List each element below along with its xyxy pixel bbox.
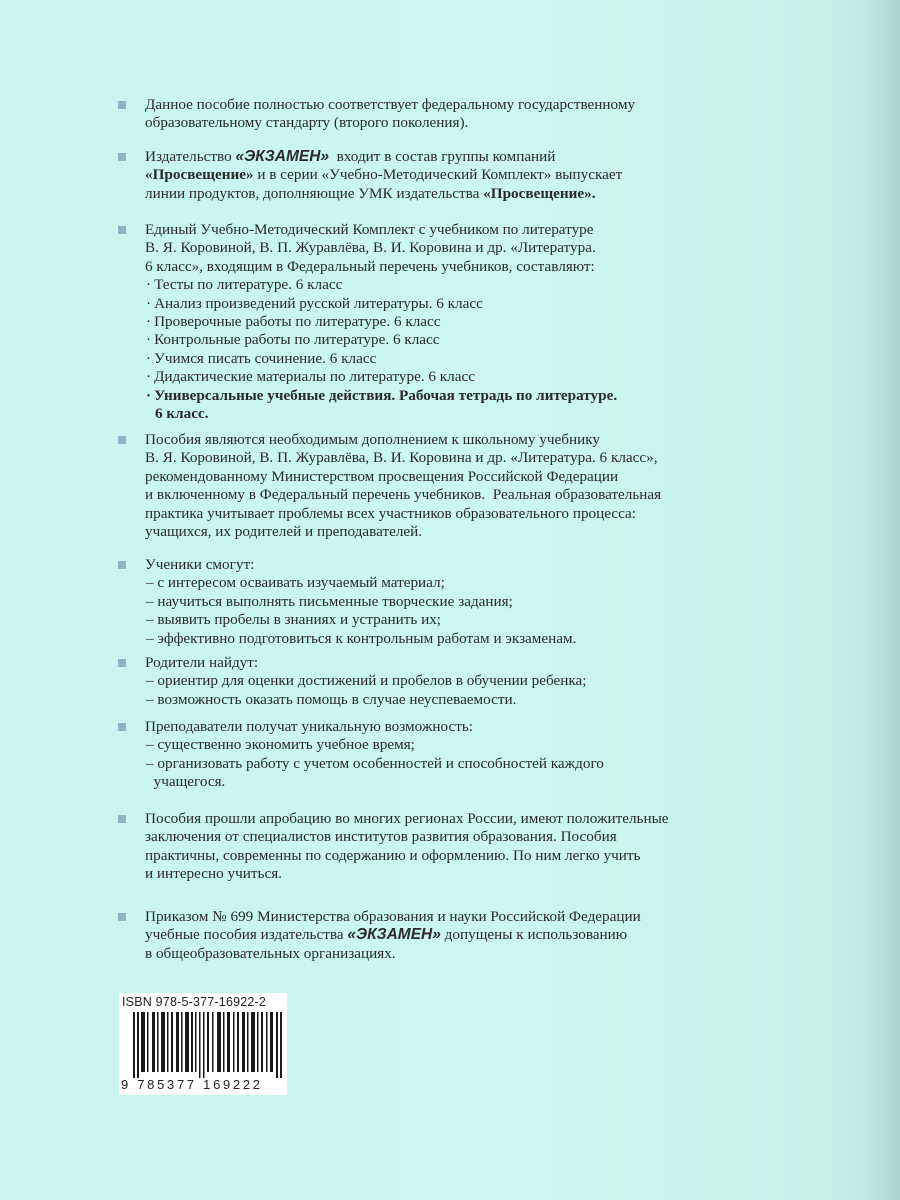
isbn-label: ISBN 978-5-377-16922-2 [122, 995, 267, 1009]
text-line: рекомендованному Министерством просвещения Российской Федерации [145, 467, 619, 485]
approval-paragraph [145, 810, 785, 884]
umk-list-item: · Анализ произведений русской литературы. 6 класс [145, 295, 785, 313]
text-line: 6 класс», входящим в Федеральный перечень учебников, составляют: [145, 257, 595, 275]
umk-paragraph [145, 221, 785, 423]
text-line: Пособия являются необходимым дополнением к школьному учебнику [145, 431, 600, 448]
square-bullet-icon [118, 913, 126, 921]
students-list-item: – научиться выполнять письменные творческие задания; [146, 592, 513, 610]
square-bullet-icon [118, 153, 126, 161]
barcode-bars-icon [133, 1012, 283, 1078]
students-list-item: – выявить пробелы в знаниях и устранить их; [146, 611, 442, 629]
teachers-list-item: учащегося. [146, 773, 226, 791]
text-line: Пособия прошли апробацию во многих регионах России, имеют положительные [145, 810, 669, 827]
section-heading: Родители найдут: [145, 654, 259, 671]
square-bullet-icon [118, 436, 126, 444]
umk-list-item: · Проверочные работы по литературе. 6 класс [145, 313, 785, 331]
publisher-brand: «ЭКЗАМЕН» [235, 148, 330, 165]
section-heading: Преподаватели получат уникальную возможность: [145, 718, 473, 735]
text-line: учащихся, их родителей и преподавателей. [145, 523, 423, 541]
parents-list-item: – ориентир для оценки достижений и пробелов в обучении ребенка; [146, 672, 587, 690]
square-bullet-icon [118, 659, 126, 667]
supplement-paragraph [145, 431, 785, 541]
text-fragment: Издательство [145, 148, 236, 165]
section-heading: Ученики смогут: [145, 556, 255, 573]
prosveshchenie-brand: «Просвещение». [483, 184, 596, 202]
text-line: Единый Учебно-Методический Комплект с учебником по литературе [145, 221, 594, 238]
text-fragment: учебные пособия издательства [145, 926, 348, 944]
ministry-order-paragraph [145, 908, 785, 963]
students-list-item: – эффективно подготовиться к контрольным работам и экзаменам. [146, 629, 577, 647]
square-bullet-icon [118, 101, 126, 109]
text-line: В. Я. Коровиной, В. П. Журавлёва, В. И. Коровина и др. «Литература. 6 класс», [145, 449, 658, 467]
text-line: заключения от специалистов институтов развития образования. Пособия [145, 828, 617, 846]
prosveshchenie-brand: «Просвещение» [145, 166, 254, 184]
umk-list-item: · Контрольные работы по литературе. 6 класс [145, 331, 785, 349]
parents-list-item: – возможность оказать помощь в случае неуспеваемости. [146, 690, 517, 708]
publisher-paragraph [145, 148, 785, 203]
text-line: практичны, современны по содержанию и оформлению. По ним легко учить [145, 846, 641, 864]
teachers-paragraph [145, 718, 785, 792]
students-list-item: – с интересом осваивать изучаемый материал; [146, 574, 445, 592]
text-line: и включенному в Федеральный перечень учебников. Реальная образовательная [145, 486, 662, 504]
text-line: В. Я. Коровиной, В. П. Журавлёва, В. И. Коровина и др. «Литература. [145, 239, 596, 257]
square-bullet-icon [118, 723, 126, 731]
text-line [145, 926, 785, 944]
text-fragment: линии продуктов, дополняющие УМК издательства [145, 184, 484, 202]
umk-list-item-highlighted: · Универсальные учебные действия. Рабочая тетрадь по литературе. [145, 387, 785, 405]
publisher-brand: «ЭКЗАМЕН» [347, 926, 441, 944]
text-line: Приказом № 699 Министерства образования и науки Российской Федерации [145, 908, 641, 925]
text-line: и интересно учиться. [145, 865, 282, 883]
text-line [145, 166, 785, 184]
students-paragraph [145, 556, 785, 648]
ean-digits: 9 785377 169222 [121, 1077, 263, 1092]
umk-list-item: · Учимся писать сочинение. 6 класс [145, 350, 785, 368]
teachers-list-item: – существенно экономить учебное время; [146, 736, 415, 754]
parents-paragraph [145, 654, 785, 709]
text-line: в общеобразовательных организациях. [145, 944, 396, 962]
text-line [145, 148, 785, 166]
umk-list-item: · Дидактические материалы по литературе. 6 класс [145, 368, 785, 386]
umk-list-item-highlighted-cont: 6 класс. [155, 405, 209, 423]
square-bullet-icon [118, 815, 126, 823]
text-line: образовательному стандарту (второго поколения). [145, 114, 469, 132]
text-line: практика учитывает проблемы всех участников образовательного процесса: [145, 504, 637, 522]
square-bullet-icon [118, 561, 126, 569]
text-fragment: и в серии «Учебно-Методический Комплект» выпускает [253, 166, 623, 184]
square-bullet-icon [118, 226, 126, 234]
text-fragment: допущены к использованию [440, 926, 628, 944]
text-line: Данное пособие полностью соответствует федеральному государственному [145, 96, 636, 113]
umk-list-item: · Тесты по литературе. 6 класс [145, 276, 785, 294]
teachers-list-item: – организовать работу с учетом особенностей и способностей каждого [146, 754, 604, 772]
text-fragment: входит в состав группы компаний [329, 148, 556, 165]
standard-compliance-paragraph [145, 96, 785, 133]
isbn-barcode [119, 993, 287, 1095]
text-line [145, 185, 785, 203]
